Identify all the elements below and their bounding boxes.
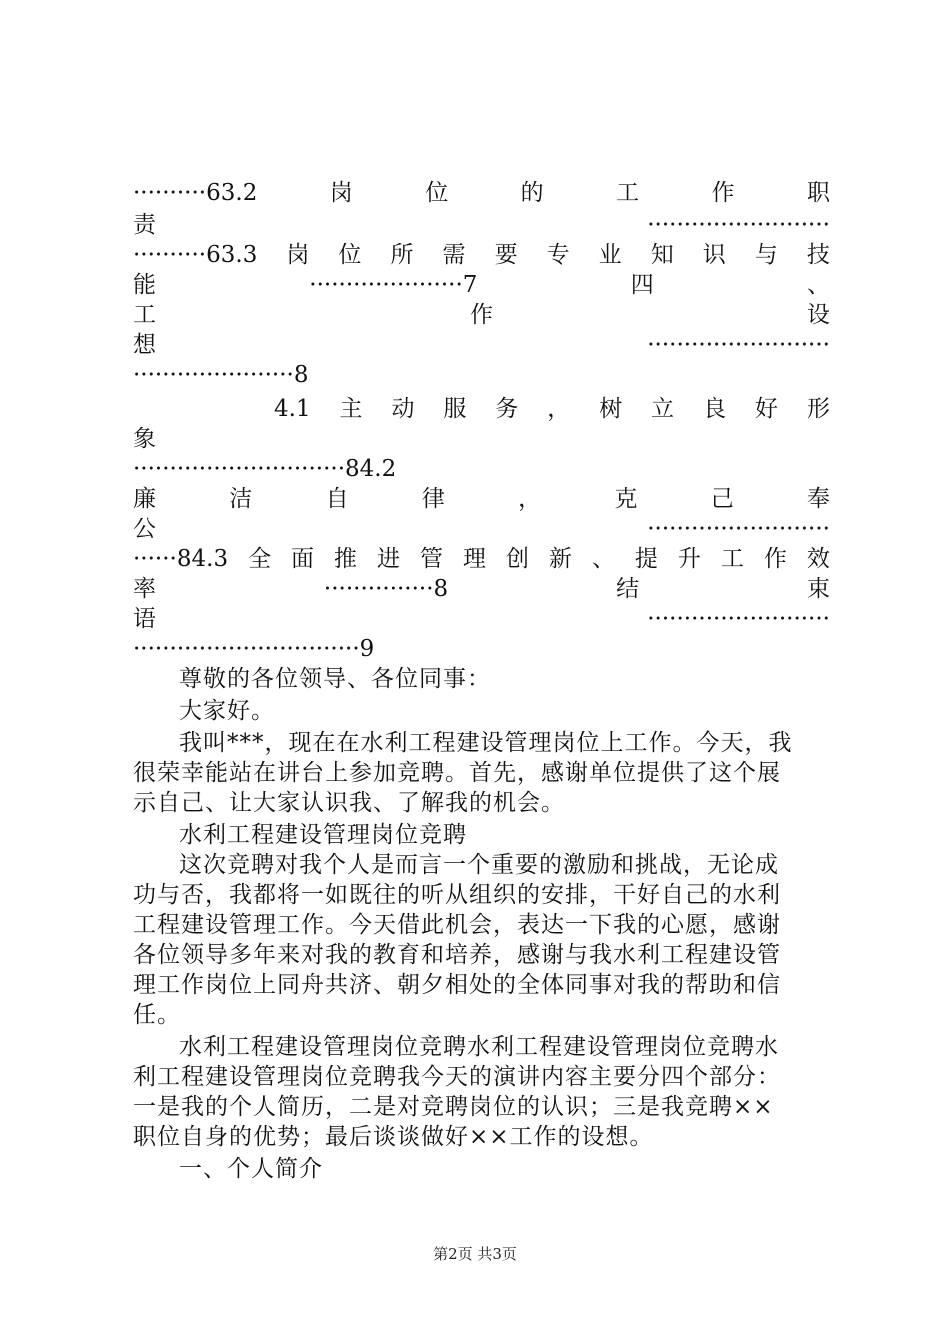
toc-line: 想 ························· <box>133 332 830 358</box>
toc-line: 工 作 设 <box>133 302 830 328</box>
toc-line: ·······························9 <box>133 636 375 662</box>
toc-line: 语 ························· <box>133 606 830 632</box>
toc-line: 能 ·····················7 四 、 <box>133 272 830 298</box>
greeting: 尊敬的各位领导、各位同事： <box>179 666 491 692</box>
paragraph-line: 很荣幸能站在讲台上参加竞聘。首先，感谢单位提供了这个展 <box>133 760 781 786</box>
paragraph-line: 这次竞聘对我个人是而言一个重要的激励和挑战，无论成 <box>179 852 779 878</box>
toc-line: ··········63.2 岗 位 的 工 作 职 <box>133 177 830 209</box>
paragraph-line: 水利工程建设管理岗位竞聘水利工程建设管理岗位竞聘水 <box>179 1034 779 1060</box>
toc-line: 廉 洁 自 律 ， 克 己 奉 <box>133 486 830 512</box>
paragraph-line: 我叫***，现在在水利工程建设管理岗位上工作。今天，我 <box>179 730 793 756</box>
toc-line: 公 ························· <box>133 516 830 542</box>
toc-line: ·····························84.2 <box>133 456 397 482</box>
paragraph-line: 各位领导多年来对我的教育和培养，感谢与我水利工程建设管 <box>133 942 781 968</box>
toc-line: 率 ···············8 结 束 <box>133 576 830 602</box>
toc-line: 4.1 主 动 服 务 ， 树 立 良 好 形 <box>274 396 830 422</box>
toc-dots: ··········63.2 <box>133 180 258 206</box>
paragraph-line: 任。 <box>133 1002 181 1028</box>
toc-line: ······················8 <box>133 362 309 388</box>
hello: 大家好。 <box>179 698 275 724</box>
paragraph-line: 利工程建设管理岗位竞聘我今天的演讲内容主要分四个部分： <box>133 1064 781 1090</box>
toc-line: ······84.3 全 面 推 进 管 理 创 新 、 提 升 工 作 效 <box>133 546 830 572</box>
toc-dots: ························· <box>647 212 830 238</box>
paragraph-line: 职位自身的优势；最后谈谈做好××工作的设想。 <box>133 1124 654 1150</box>
page-footer: 第2页 共3页 <box>433 1245 517 1263</box>
paragraph-line: 功与否，我都将一如既往的听从组织的安排，干好自己的水利 <box>133 882 781 908</box>
paragraph-line: 示自己、让大家认识我、了解我的机会。 <box>133 790 565 816</box>
paragraph-line: 理工作岗位上同舟共济、朝夕相处的全体同事对我的帮助和信 <box>133 972 781 998</box>
subtitle: 水利工程建设管理岗位竞聘 <box>179 822 467 848</box>
paragraph-line: 工程建设管理工作。今天借此机会，表达一下我的心愿，感谢 <box>133 912 781 938</box>
paragraph-line: 一是我的个人简历，二是对竞聘岗位的认识；三是我竞聘×× <box>133 1094 774 1120</box>
toc-line: 象 <box>133 426 156 452</box>
toc-line: ··········63.3 岗 位 所 需 要 专 业 知 识 与 技 <box>133 242 830 268</box>
section-heading: 一、个人简介 <box>179 1156 323 1182</box>
toc-line: 责 ························· <box>133 209 830 241</box>
